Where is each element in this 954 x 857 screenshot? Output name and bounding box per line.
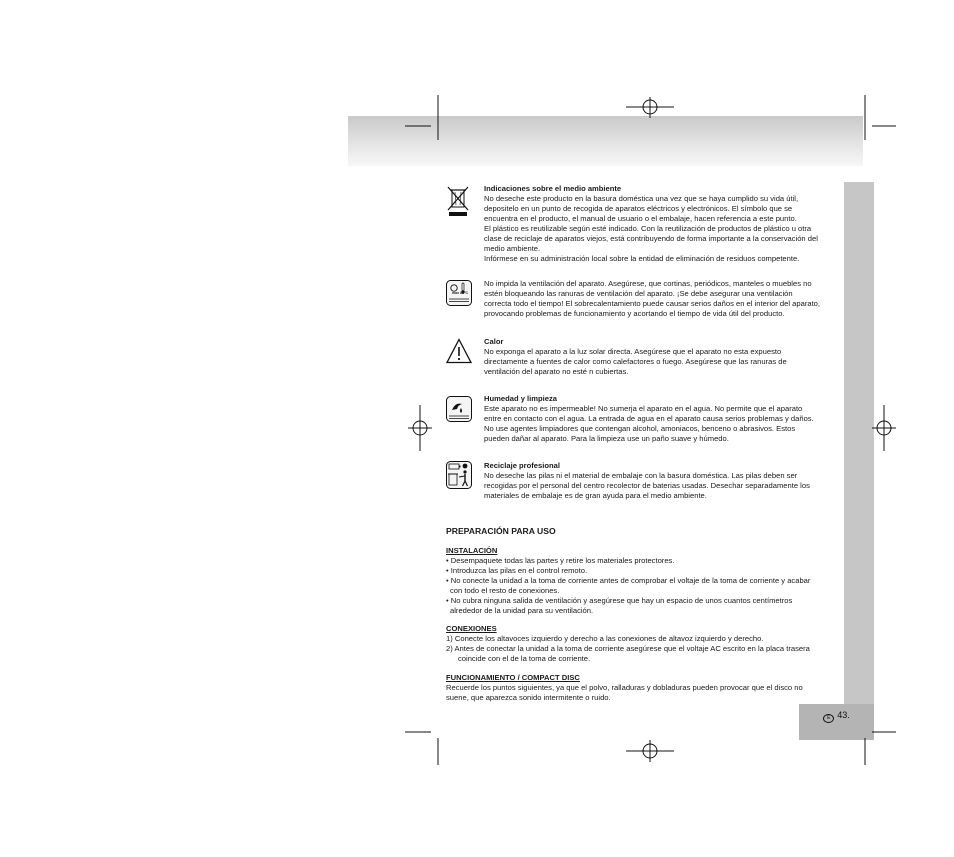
section-line: No deseche las pilas ni el material de embalaje con la basura doméstica. Las pilas deben ser (484, 471, 798, 480)
section-line: No impida la ventilación del aparato. Asegúrese, que cortinas, periódicos, manteles o muebles no (484, 279, 812, 288)
list-item: con todo el resto de conexiones. (450, 586, 560, 595)
section-line: directamente a fuentes de calor como calefactores o fuego. Asegúrese que las ranuras de (484, 357, 787, 366)
section-title: Humedad y limpieza (484, 394, 558, 403)
list-item: Recuerde los puntos siguientes, ya que el polvo, ralladuras y dobladuras pueden provocar que el disco no (446, 683, 803, 692)
instalacion-title: INSTALACIÓN (446, 546, 498, 555)
section-line: clase de reciclaje de aparatos viejos, está contribuyendo de forma importante a la conservación del (484, 234, 818, 243)
section-line: depositelo en un punto de recogida de aparatos eléctricos y electrónicos. El símbolo que se (484, 204, 793, 213)
section-line: No exponga el aparato a la luz solar directa. Asegúrese que el aparato no esta expuesto (484, 347, 782, 356)
conexiones-title: CONEXIONES (446, 624, 497, 633)
section-line: provocando problemas de funcionamiento y acortando el tiempo de vida útil del producto. (484, 309, 785, 318)
section-line: recogidas por el personal del centro recolector de baterias usadas. Desechar separadamente los (484, 481, 810, 490)
registration-mark-bottom (626, 740, 674, 762)
funcionamiento-title: FUNCIONAMIENTO / COMPACT DISC (446, 673, 580, 682)
recycling-icon (446, 461, 472, 489)
registration-mark-left (408, 405, 432, 451)
list-item: • Desempaquete todas las partes y retire los materiales protectores. (446, 556, 675, 565)
section-calor (484, 337, 846, 377)
list-item: 2) Antes de conectar la unidad a la toma de corriente asegúrese que el voltaje AC escrito en la placa trasera (446, 644, 810, 653)
section-line: pueden dañar al aparato. Para la limpieza use un paño suave y húmedo. (484, 434, 729, 443)
list-item: • No conecte la unidad a la toma de corriente antes de comprobar el voltaje de la toma de corriente y acabar (446, 576, 811, 585)
language-mark: E (823, 714, 834, 723)
conexiones-section (446, 624, 846, 664)
section-humedad (484, 394, 846, 444)
section-line: correcta todo el tiempo! El sobrecalentamiento puede causar serios daños en el interior del aparato, (484, 299, 821, 308)
instalacion-section (446, 546, 846, 616)
crossed-bin-icon (446, 186, 472, 218)
section-title: Calor (484, 337, 504, 346)
list-item: coincide con el de la toma de corriente. (458, 654, 591, 663)
list-item: alrededor de la unidad para su ventilación. (450, 606, 594, 615)
registration-mark-right (872, 405, 896, 451)
list-item: • No cubra ninguna salida de ventilación y asegúrese que hay un espacio de unos cuantos centímetros (446, 596, 793, 605)
section-line: Este aparato no es impermeable! No sumerja el aparato en el agua. No permite que el aparato (484, 404, 803, 413)
warning-triangle-icon (446, 338, 472, 364)
list-item: • Introduzca las pilas en el control remoto. (446, 566, 588, 575)
section-line: entre en contacto con el agua. La entrada de agua en el aparato causa serios problemas y daños. (484, 414, 814, 423)
ventilation-icon-label: max 85°C (451, 291, 469, 295)
section-ventilacion (484, 279, 846, 319)
section-line: El plástico es reutilizable según esté indicado. Con la reutilización de productos de plástico u otra (484, 224, 812, 233)
funcionamiento-section (446, 673, 846, 703)
section-line: encuentra en el producto, el manual de usuario o el embalaje, hacen referencia a este punto. (484, 214, 797, 223)
section-line: Infórmese en su administración local sobre la entidad de eliminación de residuos competente. (484, 254, 800, 263)
page-number: 43. (837, 710, 850, 720)
registration-mark-top (626, 97, 674, 118)
section-title: Indicaciones sobre el medio ambiente (484, 184, 622, 193)
section-line: No deseche este producto en la basura doméstica una vez que se haya cumplido su vida útil, (484, 194, 799, 203)
section-medio-ambiente (484, 184, 846, 264)
section-line: No use agentes limpiadores que contengan alcohol, amoniacos, benceno o abrasivos. Estos (484, 424, 796, 433)
list-item: suene, que aparezca sonido intermitente o ruido. (446, 693, 611, 702)
list-item: 1) Conecte los altavoces izquierdo y derecho a las conexiones de altavoz izquierdo y derecho. (446, 634, 764, 643)
section-line: materiales de embalaje es de gran ayuda para el medio ambiente. (484, 491, 707, 500)
humidity-icon (446, 396, 472, 422)
section-line: medio ambiente. (484, 244, 541, 253)
section-line: estén bloqueando las ranuras de ventilación del aparato. ¡Se debe asegurar una ventilación (484, 289, 793, 298)
section-line: ventilación del aparato no esté n cubiertas. (484, 367, 629, 376)
preparacion-title: PREPARACIÓN PARA USO (446, 526, 556, 536)
section-title: Reciclaje profesional (484, 461, 560, 470)
section-reciclaje (484, 461, 846, 501)
